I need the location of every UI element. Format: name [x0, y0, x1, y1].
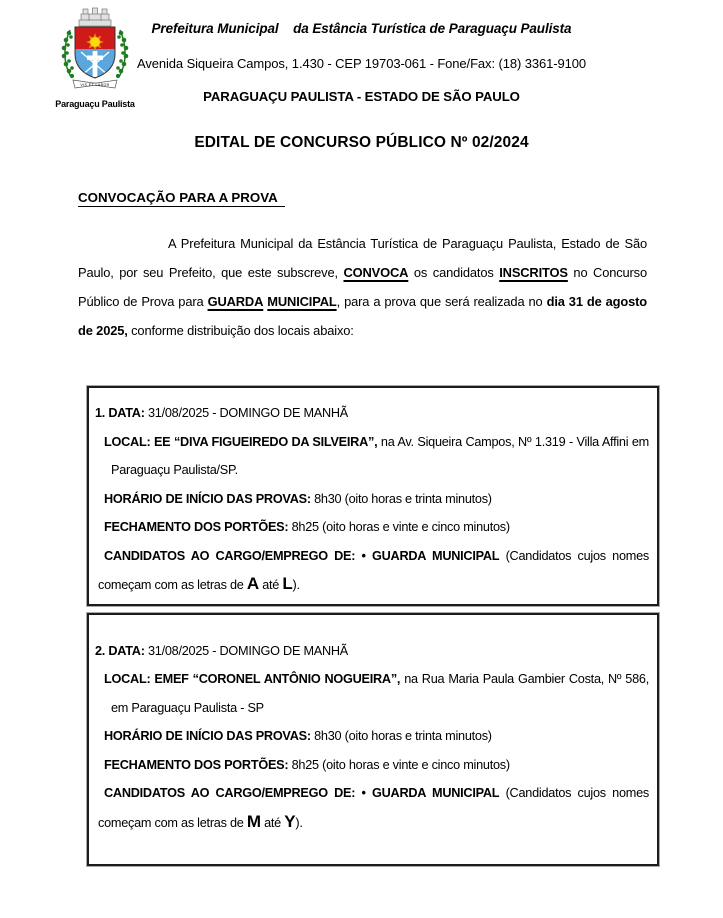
letter-from: M	[246, 811, 261, 831]
intro-text-2: os candidatos	[413, 265, 494, 280]
intro-text-5: conforme distribuição dos locais abaixo:	[131, 323, 354, 338]
candidates-label: CANDIDATOS AO CARGO/EMPREGO DE:	[104, 548, 356, 563]
exam-location-box-1	[87, 386, 659, 606]
address-line: Avenida Siqueira Campos, 1.430 - CEP 19703-061 - Fone/Fax: (18) 3361-9100	[137, 56, 586, 71]
cargo-word-1: GUARDA	[207, 294, 264, 309]
sun-icon	[86, 33, 104, 51]
city-state-line: PARAGUAÇU PAULISTA - ESTADO DE SÃO PAULO	[203, 89, 520, 104]
section-heading: CONVOCAÇÃO PARA A PROVA	[78, 190, 285, 207]
gate-close-label: FECHAMENTO DOS PORTÕES:	[104, 757, 289, 772]
start-time-row	[93, 722, 649, 751]
coat-of-arms-icon	[56, 6, 134, 94]
laurel-branch-right-icon	[116, 30, 128, 78]
letter-to: Y	[284, 811, 296, 831]
candidates-cargo: GUARDA MUNICIPAL	[372, 548, 500, 563]
convoca-emphasis: CONVOCA	[343, 265, 409, 280]
date-label: 1. DATA:	[95, 406, 145, 420]
gate-close-row	[93, 751, 649, 780]
intro-text-3: no Concurso Público de Prova para	[78, 265, 647, 309]
location-address: na Rua Maria Paula Gambier Costa, Nº 586, em Paraguaçu Paulista - SP	[111, 672, 650, 715]
intro-text-4: , para a prova que será realizada no	[336, 294, 547, 309]
section-heading-wrap	[78, 189, 723, 207]
candidates-text-1: (Candidatos cujos nomes começam com as letras de	[98, 786, 649, 830]
date-row	[93, 399, 649, 428]
start-time-label: HORÁRIO DE INÍCIO DAS PROVAS:	[104, 729, 311, 743]
motto-ribbon	[73, 80, 117, 88]
candidates-text-2: até	[264, 815, 281, 830]
gate-close-label: FECHAMENTO DOS PORTÕES:	[104, 520, 289, 534]
org-name: Prefeitura Municipal da Estância Turística de Paraguaçu Paulista	[151, 21, 572, 36]
gate-close-value: 8h25 (oito horas e vinte e cinco minutos)	[291, 757, 510, 772]
exam-date-emphasis: dia 31 de agosto de 2025,	[78, 294, 648, 338]
location-name: LOCAL: EE “DIVA FIGUEIREDO DA SILVEIRA”,	[104, 434, 378, 449]
location-row	[93, 428, 649, 485]
exam-location-box-2	[87, 613, 659, 866]
inscritos-emphasis: INSCRITOS	[499, 265, 568, 280]
cargo-word-2: MUNICIPAL	[267, 294, 337, 309]
candidates-row	[93, 779, 649, 837]
mural-crown-icon	[79, 8, 111, 26]
location-row	[93, 665, 649, 722]
candidates-cargo: GUARDA MUNICIPAL	[372, 786, 500, 800]
intro-text-1: A Prefeitura Municipal da Estância Turística de Paraguaçu Paulista, Estado de São Paulo, por seu Prefeito, que este subscreve,	[78, 236, 647, 280]
candidates-text-1: (Candidatos cujos nomes começam com as letras de	[98, 548, 649, 592]
letter-to: L	[282, 574, 293, 593]
candidates-label: CANDIDATOS AO CARGO/EMPREGO DE:	[104, 786, 356, 800]
laurel-branch-left-icon	[62, 30, 74, 78]
letter-from: A	[246, 574, 259, 593]
candidates-text-2: até	[262, 578, 280, 592]
start-time-label: HORÁRIO DE INÍCIO DAS PROVAS:	[104, 491, 311, 506]
shield	[75, 27, 115, 81]
location-name: LOCAL: EMEF “CORONEL ANTÔNIO NOGUEIRA”,	[104, 672, 401, 686]
location-address: na Av. Siqueira Campos, Nº 1.319 - Villa Affini em Paraguaçu Paulista/SP.	[111, 434, 649, 477]
date-row	[93, 637, 649, 666]
candidates-text-3: ).	[295, 815, 303, 830]
coat-of-arms-caption: Paraguaçu Paulista	[55, 99, 135, 109]
gate-close-row	[93, 513, 649, 542]
bullet-glyph: •	[361, 786, 366, 800]
motto-text: VIS ET LABOR	[80, 83, 110, 87]
edital-title: EDITAL DE CONCURSO PÚBLICO Nº 02/2024	[194, 134, 529, 151]
bullet-glyph: •	[361, 548, 366, 563]
gate-close-value: 8h25 (oito horas e vinte e cinco minutos)	[291, 520, 510, 534]
coat-of-arms	[55, 6, 135, 109]
candidates-text-3: ).	[292, 578, 300, 592]
start-time-row	[93, 485, 649, 514]
start-time-value: 8h30 (oito horas e trinta minutos)	[314, 729, 492, 743]
date-value: 31/08/2025 - DOMINGO DE MANHÃ	[147, 643, 349, 658]
date-value: 31/08/2025 - DOMINGO DE MANHÃ	[147, 406, 349, 420]
date-label: 2. DATA:	[95, 643, 145, 658]
start-time-value: 8h30 (oito horas e trinta minutos)	[314, 491, 492, 506]
intro-paragraph	[78, 229, 647, 345]
candidates-row	[93, 542, 649, 600]
